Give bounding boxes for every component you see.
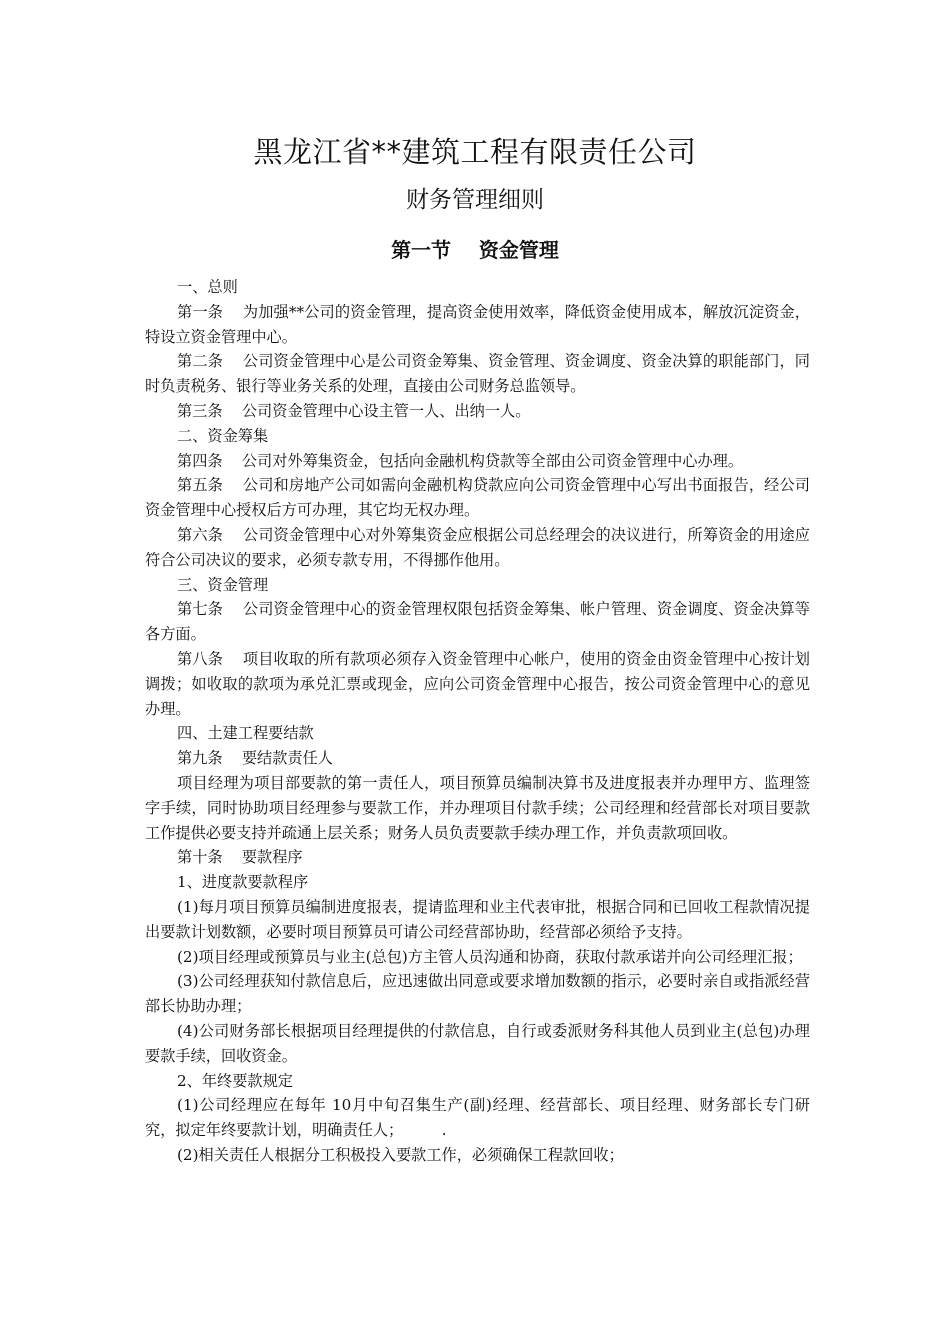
paragraph-year-end-item-2: (2)相关责任人根据分工积极投入要款工作，必须确保工程款回收； — [177, 1145, 624, 1164]
section-heading: 第一节 资金管理 — [391, 238, 559, 262]
paragraph-progress-item-2: (2)项目经理或预算员与业主(总包)方主管人员沟通和协商，获取付款承诺并向公司经理汇报； — [177, 947, 803, 966]
document-title: 黑龙江省**建筑工程有限责任公司 — [253, 135, 697, 169]
paragraph-article-4: 第四条 公司对外筹集资金，包括向金融机构贷款等全部由公司资金管理中心办理。 — [177, 451, 744, 470]
paragraph-article-10: 第十条 要款程序 — [177, 848, 303, 867]
paragraph-article-8: 第八条 项目收取的所有款项必须存入资金管理中心帐户，使用的资金由资金管理中心按计划调拨；如收取的款项为承兑汇票或现金，应向公司资金管理中心报告，按公司资金管理中心的意见办理。 — [145, 649, 810, 718]
paragraph-heading-fund-management: 三、资金管理 — [177, 575, 269, 594]
paragraph-progress-payment-heading: 1、进度款要款程序 — [177, 873, 309, 892]
paragraph-article-9: 第九条 要结款责任人 — [177, 749, 333, 768]
paragraph-article-1: 第一条 为加强**公司的资金管理，提高资金使用效率，降低资金使用成本，解放沉淀资金，特设立资金管理中心。 — [145, 302, 810, 346]
paragraph-progress-item-4: (4)公司财务部长根据项目经理提供的付款信息，自行或委派财务科其他人员到业主(总包)办理要款手续，回收资金。 — [145, 1021, 810, 1065]
paragraph-heading-fundraising: 二、资金筹集 — [177, 426, 269, 445]
document-subtitle: 财务管理细则 — [406, 187, 544, 213]
paragraph-article-9-body: 项目经理为项目部要款的第一责任人，项目预算员编制决算书及进度报表并办理甲方、监理签字手续，同时协助项目经理参与要款工作，并办理项目付款手续；公司经理和经营部长对项目要款工作提供必要支持并疏通上层关系；财务人员负责要款手续办理工作，并负责款项回收。 — [145, 773, 810, 842]
paragraph-article-6: 第六条 公司资金管理中心对外筹集资金应根据公司总经理会的决议进行，所筹资金的用途应符合公司决议的要求，必须专款专用，不得挪作他用。 — [145, 525, 810, 569]
paragraph-article-2: 第二条 公司资金管理中心是公司资金筹集、资金管理、资金调度、资金决算的职能部门，同时负责税务、银行等业务关系的处理，直接由公司财务总监领导。 — [145, 352, 810, 396]
paragraph-article-3: 第三条 公司资金管理中心设主管一人、出纳一人。 — [177, 401, 531, 420]
paragraph-article-5: 第五条 公司和房地产公司如需向金融机构贷款应向公司资金管理中心写出书面报告，经公司资金管理中心授权后方可办理，其它均无权办理。 — [145, 476, 810, 520]
paragraph-heading-collection: 四、土建工程要结款 — [177, 724, 314, 743]
paragraph-article-7: 第七条 公司资金管理中心的资金管理权限包括资金筹集、帐户管理、资金调度、资金决算等各方面。 — [145, 600, 810, 644]
document-body — [145, 275, 810, 1168]
paragraph-heading-general: 一、总则 — [177, 278, 238, 296]
paragraph-year-end-heading: 2、年终要款规定 — [177, 1071, 293, 1090]
paragraph-progress-item-3: (3)公司经理获知付款信息后，应迅速做出同意或要求增加数额的指示，必要时亲自或指派经营部长协助办理； — [145, 972, 810, 1016]
paragraph-progress-item-1: (1)每月项目预算员编制进度报表，提请监理和业主代表审批，根据合同和已回收工程款情况提出要款计划数额，必要时项目预算员可请公司经营部协助，经营部必须给予支持。 — [145, 897, 810, 941]
paragraph-year-end-item-1: (1)公司经理应在每年 10月中旬召集生产(副)经理、经营部长、项目经理、财务部长专门研究，拟定年终要款计划，明确责任人； . — [145, 1096, 810, 1140]
